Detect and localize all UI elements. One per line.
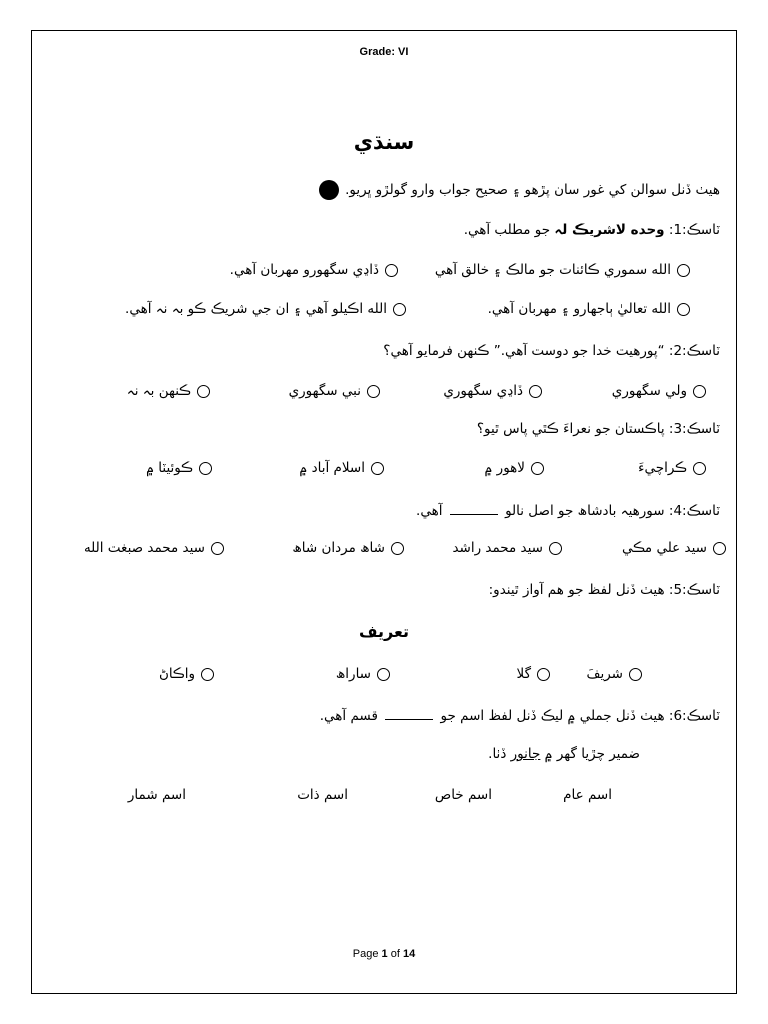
radio-circle-icon[interactable] xyxy=(549,542,562,555)
q6-option-4[interactable]: اسم شمار xyxy=(127,787,186,803)
q4-option-1[interactable] xyxy=(622,540,726,556)
q5-option-1-label: شريفَ xyxy=(586,666,623,682)
question-4-text-before: ٽاسڪ:4: سورهيہ بادشاھ جو اصل نالو xyxy=(505,503,720,519)
question-1-prefix: ٽاسڪ:1: xyxy=(668,222,720,238)
radio-circle-icon[interactable] xyxy=(377,668,390,681)
q3-option-3-label: اسلام آباد ۾ xyxy=(299,460,365,476)
filled-bubble-icon xyxy=(319,180,339,200)
answer-blank xyxy=(450,502,498,515)
radio-circle-icon[interactable] xyxy=(693,462,706,475)
q5-option-1[interactable] xyxy=(587,666,643,682)
q4-option-2-label: سيد محمد راشد xyxy=(452,540,543,556)
q5-option-3[interactable] xyxy=(336,666,390,682)
footer-total-pages: 14 xyxy=(402,948,416,960)
q1-option-2[interactable] xyxy=(230,262,398,278)
q6-option-1[interactable]: اسم عام xyxy=(563,787,612,803)
radio-circle-icon[interactable] xyxy=(371,462,384,475)
question-4 xyxy=(416,502,720,519)
radio-circle-icon[interactable] xyxy=(529,385,542,398)
q5-option-3-label: ساراھ xyxy=(335,666,371,682)
q1-option-3-label: الله تعاليٰ ٻاجهارو ۽ مهربان آهي. xyxy=(487,301,671,317)
q2-option-3[interactable] xyxy=(289,383,380,399)
q5-option-2-label: گلا xyxy=(516,666,531,682)
q2-option-4-label: ڪنهن بہ نہ xyxy=(126,383,191,399)
radio-circle-icon[interactable] xyxy=(201,668,214,681)
q4-option-4[interactable] xyxy=(84,540,224,556)
q3-option-1[interactable] xyxy=(638,460,706,476)
q2-option-3-label: نبي سگھوري xyxy=(288,383,361,399)
footer-of-word: of xyxy=(390,948,400,960)
question-1 xyxy=(464,222,720,238)
q5-option-2[interactable] xyxy=(517,666,550,682)
question-5-word: تعريف xyxy=(358,622,410,641)
q6-option-2[interactable]: اسم خاص xyxy=(434,787,492,803)
radio-circle-icon[interactable] xyxy=(629,668,642,681)
radio-circle-icon[interactable] xyxy=(391,542,404,555)
radio-circle-icon[interactable] xyxy=(211,542,224,555)
q1-option-3[interactable] xyxy=(488,301,690,317)
q5-option-4[interactable] xyxy=(159,666,214,682)
grade-label: Grade: VI xyxy=(359,46,409,58)
q3-option-3[interactable] xyxy=(299,460,384,476)
radio-circle-icon[interactable] xyxy=(677,303,690,316)
q2-option-2[interactable] xyxy=(443,383,542,399)
radio-circle-icon[interactable] xyxy=(199,462,212,475)
question-1-rest: جو مطلب آهي. xyxy=(463,222,551,238)
q1-option-1-label: الله سموري ڪائنات جو مالڪ ۽ خالق آهي xyxy=(434,262,671,278)
radio-circle-icon[interactable] xyxy=(197,385,210,398)
radio-circle-icon[interactable] xyxy=(531,462,544,475)
q2-option-4[interactable] xyxy=(127,383,210,399)
q1-option-1[interactable] xyxy=(435,262,690,278)
q1-option-4[interactable] xyxy=(125,301,406,317)
page-footer xyxy=(0,948,768,960)
radio-circle-icon[interactable] xyxy=(713,542,726,555)
question-4-text-after: آهي. xyxy=(416,503,443,519)
footer-page-word: Page xyxy=(352,948,379,960)
question-6-text-before: ٽاسڪ:6: هيٺ ڏنل جملي ۾ ليڪ ڏنل لفظ اسم جو xyxy=(440,708,720,724)
q4-option-3[interactable] xyxy=(292,540,404,556)
question-5: ٽاسڪ:5: هيٺ ڏنل لفظ جو هم آواز ٿيندو: xyxy=(488,582,720,598)
radio-circle-icon[interactable] xyxy=(367,385,380,398)
q4-option-1-label: سيد علي مڪي xyxy=(621,540,707,556)
q4-option-4-label: سيد محمد صبغت الله xyxy=(83,540,205,556)
answer-blank xyxy=(385,707,433,720)
q3-option-4[interactable] xyxy=(146,460,212,476)
radio-circle-icon[interactable] xyxy=(537,668,550,681)
q2-option-1[interactable] xyxy=(612,383,706,399)
q3-option-4-label: ڪوئيٽا ۾ xyxy=(146,460,193,476)
q3-option-2-label: لاهور ۾ xyxy=(484,460,525,476)
question-2: ٽاسڪ:2: “پورهيت خدا جو دوست آهي.” ڪنهن فرمايو آهي؟ xyxy=(383,343,720,359)
question-6 xyxy=(320,707,720,724)
q5-option-4-label: واڪاڻ xyxy=(158,666,195,682)
q1-option-2-label: ڏاڍي سگھورو مهربان آهي. xyxy=(229,262,379,278)
q4-option-3-label: شاھ مردان شاھ xyxy=(292,540,385,556)
radio-circle-icon[interactable] xyxy=(677,264,690,277)
q2-option-1-label: ولي سگھوري xyxy=(611,383,687,399)
radio-circle-icon[interactable] xyxy=(385,264,398,277)
q3-option-2[interactable] xyxy=(484,460,544,476)
question-1-term: وحده لاشريڪ لہ xyxy=(554,222,665,238)
page-title: سنڌي xyxy=(353,130,415,154)
radio-circle-icon[interactable] xyxy=(393,303,406,316)
question-6-sentence xyxy=(488,746,640,762)
q4-option-2[interactable] xyxy=(452,540,562,556)
instruction-line xyxy=(319,180,720,200)
q1-option-4-label: الله اڪيلو آهي ۽ ان جي شريڪ ڪو بہ نہ آهي. xyxy=(125,301,387,317)
sentence-before: ضمير چڙيا گھر ۾ xyxy=(544,746,640,762)
sentence-after: ڏٺا. xyxy=(488,746,507,762)
instruction-text: هيٺ ڏنل سوالن کي غور سان پڙهو ۽ صحيح جواب وارو گولڙو ڀريو. xyxy=(345,182,720,198)
question-6-text-after: قسم آهي. xyxy=(319,708,378,724)
question-3: ٽاسڪ:3: پاڪستان جو نعراءَ ڪٿي پاس ٿيو؟ xyxy=(476,421,720,437)
q2-option-2-label: ڏاڍي سگھوري xyxy=(443,383,523,399)
radio-circle-icon[interactable] xyxy=(693,385,706,398)
q3-option-1-label: ڪراچيءَ xyxy=(638,460,687,476)
q6-option-3[interactable]: اسم ذات xyxy=(297,787,348,803)
underlined-word: جانور xyxy=(510,746,541,762)
footer-current-page: 1 xyxy=(381,948,388,960)
